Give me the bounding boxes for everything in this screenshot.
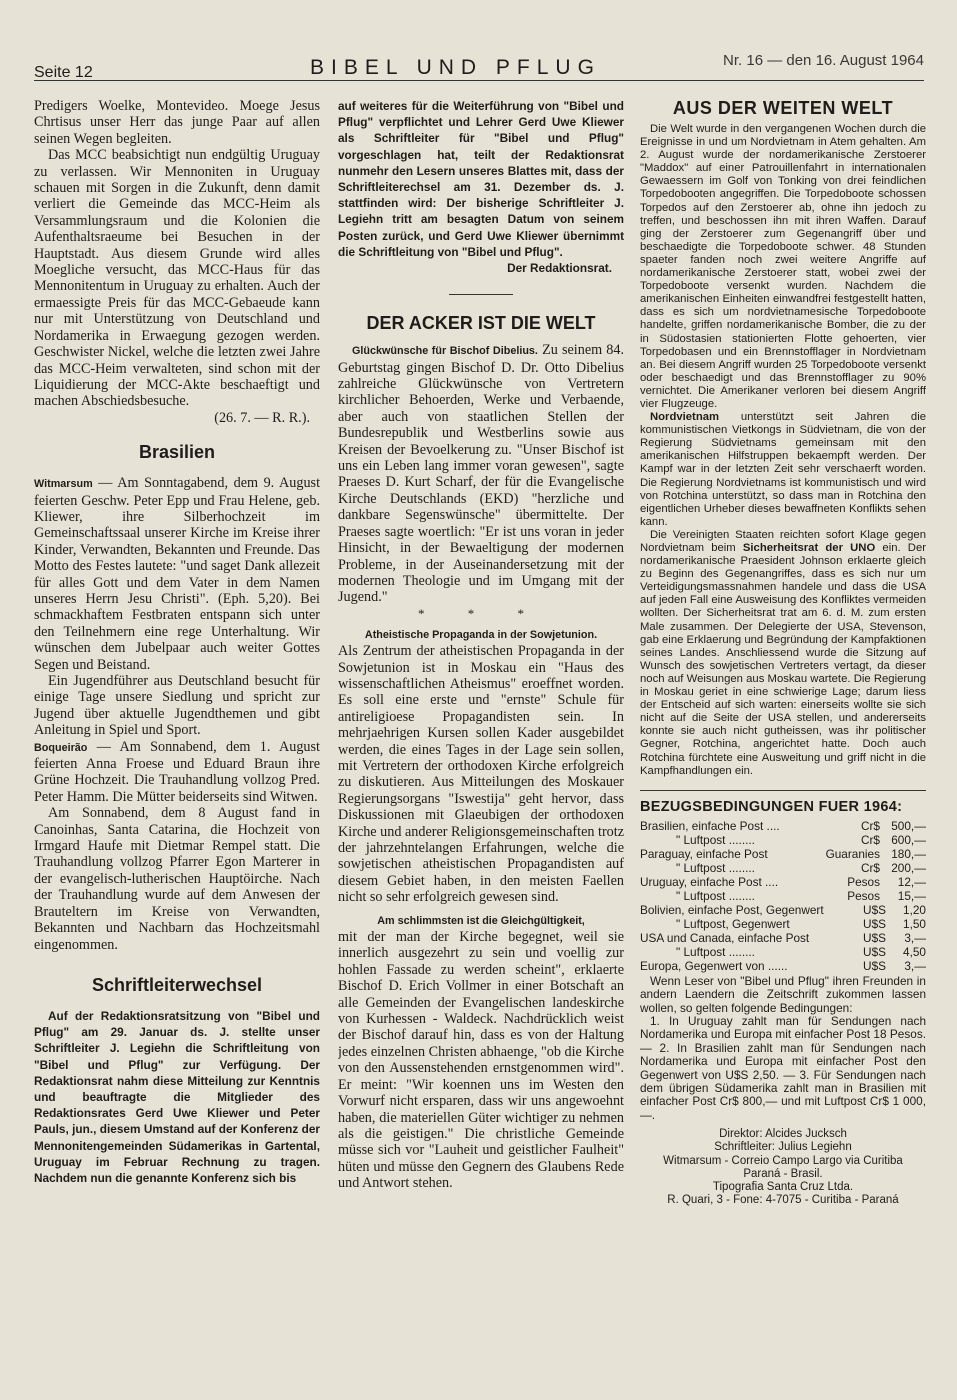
price-row <box>640 847 926 861</box>
announcement-text: Auf der Redaktionsratsitzung von "Bibel und Pflug" am 29. Januar ds. J. stellte unser Schriftleiter J. Legiehn die Schriftleitung von "Bibel und Pflug" zur Verfügung. Der Redaktionsrat nahm diese Mitteilung zur Kenntnis und beauftragte die Mitglieder des Redaktionsrates Gerd Uwe Kliewer und Peter Pauls, jun., diesem Umstand auf der Konferenz der Mennonitengemeinden Südamerikas in Gartental, Uruguay im Februar Rechnung zu tragen. Nachdem nun die genannte Konferenz sich bis <box>34 1008 320 1185</box>
price-row <box>640 959 926 973</box>
price-currency: Cr$ <box>860 860 880 875</box>
article-text: mit der man der Kirche begegnet, weil sie innerlich ausgezehrt zu sein und voellig zur hohlen Fassade zu werden scheint", erklaerte Bischof D. Erich Vollmer in einer Botschaft an alle Gemeinden der Evangelischen landeskirche von Kurhessen - Waldeck. Nachdrücklich weist der Bischof darauf hin, dass es von der Haltung jedes einzelnen Christen abhaenge, "ob die Kirche von den Aussenstehenden ernstgenommen wird". Er meint: "Wir koennen uns im Westen den Vorwurf nicht ersparen, dass wir uns angewoehnt haben, die materiellen Güter wichtiger zu nehmen als die geistigen." Die christliche Gemeinde müsse sich vor "Lauheit und geistlicher Faulheit" hüten und müsse den Gegnern des Glaubens Rede und Antwort stehen. <box>338 929 624 1192</box>
price-row <box>640 861 926 875</box>
price-row <box>640 875 926 889</box>
article-text-span: ein. Der nordamerikanische Praesident Johnson erklaerte gleich zu Beginn des Gegenangriffes, dass es sich nur um Verteidigungsmassnahmen handele und dass die USA auf jeden Fall eine Ausweisung des Konfliktes vermeiden wollten. Der Sicherheitsrat trat am 6. d. M. zum ersten Male zusammen. Der Delegierte der USA, Stevenson, gab eine Erklaerung und Begründung der Kampfaktionen seines Landes. Anschliessend wurde die Sitzung auf Wunsch des sowjetischen Vertreters vertagt, da dieser noch auf Weisungen aus Moskau wartete. Die Regierung in Moskau geriet in eine schwierige Lage; darum liess der Entscheid auf sich warten: einerseits wollte sie sich nicht auf die Seite der USA stellen, und andererseits konnte sie auch nicht gutheissen, was ihr politischer Gegner, Rotchina, angerichtet hatte. Doch auch Rotchina fürchtete eine Ausweitung und griff nicht in die Kampfhandlungen ein. <box>640 542 926 777</box>
article-text <box>640 529 926 778</box>
issue-date: Nr. 16 — den 16. August 1964 <box>723 52 924 69</box>
price-row <box>640 917 926 931</box>
price-amount: 4,50 <box>903 944 926 959</box>
news-text: Zu seinem 84. Geburtstag gingen Bischof D. Dr. Otto Dibelius zahlreiche Glückwünsche von Vertretern kirchlicher Behoerden, Werke und Verbaende, aber auch von staatlichen Stellen der Bundesrepublik und Westberlins sowie aus Kreisen der Bevoelkerung zu. "Unser Bischof ist uns ein Leben lang immer voran gewesen", sagte Praeses D. Kurt Scharf, der für die Evangelische Kirche Deutschlands (EKD) "herzliche und dankbare Segenswünsche" übermittelte. Der Praeses sagte woertlich: "Er ist uns voran in jeder Hinsicht, in der Bewaeltigung der modernen Probleme, in der Auseinandersetzung mit der modernen Theologie und im Umgang mit der Jugend." <box>338 342 624 606</box>
price-label: USA und Canada, einfache Post <box>640 930 810 945</box>
subheading-text: Atheistische Propaganda in der Sowjetunion. <box>364 628 598 641</box>
article-text-span: Die Vereinigten Staaten reichten sofort Klage gegen Nordvietnam beim <box>640 528 926 554</box>
price-currency: U$S <box>863 930 886 945</box>
subscription-text: 1. In Uruguay zahlt man für Sendungen nach Nordamerika und Europa mit einfacher Post 18 Pesos. — 2. In Brasilien zahlt man für Sendungen nach Nordamerika und Europa mit einfacher Post den Gegenwert von U$S 2,50. — 3. Für Sendungen nach dem übrigen Südamerika zahlt man in Brasilien mit einfacher Post Cr$ 800,— und mit Luftpost Cr$ 1 000,—. <box>640 1013 926 1122</box>
price-label: " Luftpost ........ <box>676 944 755 959</box>
news-item-witmarsum <box>34 475 320 673</box>
price-amount: 500,— <box>891 818 926 833</box>
colophon-line: Paraná - Brasil. <box>743 1167 823 1180</box>
section-heading-schriftleiterwechsel: Schriftleiterwechsel <box>91 974 263 995</box>
colophon-line: Tipografia Santa Cruz Ltda. <box>712 1180 854 1193</box>
masthead-title: BIBEL UND PFLUG <box>310 56 601 79</box>
header-rule <box>34 80 924 81</box>
price-currency: U$S <box>863 958 886 973</box>
price-amount: 200,— <box>891 860 926 875</box>
price-amount: 600,— <box>891 832 926 847</box>
subheading-gleichgueltigkeit <box>338 912 624 929</box>
section-heading-weiten-welt: AUS DER WEITEN WELT <box>672 98 894 118</box>
announcement-text: auf weiteres für die Weiterführung von "Bibel und Pflug" verpflichtet und Lehrer Gerd Uwe Kliewer als Schriftleiter für "Bibel und Pflug" vorgeschlagen hat, teilt der Redaktionsrat nunmehr den Lesern unseres Blattes mit, dass der Schriftleiterechsel am 31. Dezember ds. J. stattfinden wird: Der bisherige Schriftleiter J. Legiehn tritt am besagten Datum von seinem Posten zurück, und Gerd Uwe Kliewer übernimmt die Schriftleitung von "Bibel und Pflug". <box>338 99 624 259</box>
news-lead: Boqueirão <box>34 741 88 754</box>
article-text: Am Sonnabend, dem 8 August fand in Canoinhas, Santa Catarina, die Hochzeit von Irmgard Haufe mit Dietmar Rempel statt. Die Trauhandlung vollzog Pfarrer Egon Marterer in der evangelisch-lutherischen Hauptöirche. Nach der Trauhandlung wurde auf dem Anwesen der Brauteltern im Kreise von Verwandten, Bekannten und Nachbarn das Hochzeitsmahl eingenommen. <box>34 805 320 953</box>
price-amount: 12,— <box>897 874 926 889</box>
price-label: Bolivien, einfache Post, Gegenwert <box>640 902 824 917</box>
price-currency: U$S <box>863 902 886 917</box>
column-middle <box>338 98 624 1393</box>
price-label: Brasilien, einfache Post .... <box>640 818 780 833</box>
colophon-line: Direktor: Alcides Jucksch <box>719 1128 847 1141</box>
price-label: " Luftpost, Gegenwert <box>676 916 790 931</box>
price-label: Paraguay, einfache Post <box>640 846 768 861</box>
price-label: " Luftpost ........ <box>676 888 755 903</box>
price-row <box>640 903 926 917</box>
bold-term: Sicherheitsrat der UNO <box>742 542 876 554</box>
price-row <box>640 945 926 959</box>
price-amount: 3,— <box>904 958 926 973</box>
article-text-span: unterstützt seit Jahren die kommunistischen Vietkongs in Südvietnam, die von der Regierung Südvietnams gemeinsam mit den amerikanischen Hilfstruppen bekaempft werden. Der Kampf war in der letzten Zeit sehr verschaerft worden. Die Regierung Nordvietnams ist kommunistisch und wird von Rotchina unterstützt, so dass man in Rotchina den eigentlichen Urheber dieses bewaffneten Konflikts sehen kann. <box>640 411 926 528</box>
page-number: Seite 12 <box>34 64 93 81</box>
announcement-signature: Der Redaktionsrat. <box>507 261 612 276</box>
colophon-line: Schriftleiter: Julius Legiehn <box>714 1141 852 1154</box>
price-label: " Luftpost ........ <box>676 860 755 875</box>
column-left <box>34 98 320 1393</box>
section-divider <box>449 294 513 295</box>
price-currency: U$S <box>863 944 886 959</box>
article-text: Ein Jugendführer aus Deutschland besucht für einige Tage unsere Siedlung und spricht zur Jugend über aktuelle Jugendthemen und gibt Anleitung in Spiel und Sport. <box>34 673 320 739</box>
subheading-atheistische <box>338 626 624 643</box>
news-item-boqueirao <box>34 739 320 806</box>
section-stars: * * * <box>418 605 544 621</box>
section-heading-acker: DER ACKER IST DIE WELT <box>366 313 596 334</box>
page-header <box>34 52 924 84</box>
subheading-text: Am schlimmsten ist die Gleichgültigkeit, <box>377 914 585 927</box>
price-currency: Cr$ <box>860 818 880 833</box>
price-label: Uruguay, einfache Post .... <box>640 874 779 889</box>
price-amount: 1,50 <box>903 916 926 931</box>
price-label: Europa, Gegenwert von ...... <box>640 958 788 973</box>
article-text: Predigers Woelke, Montevideo. Moege Jesus Chrtisus unser Herr das junge Paar auf allen seinen Wegen begleiten. <box>34 98 320 147</box>
subscription-text: Wenn Leser von "Bibel und Pflug" ihren Freunden in andern Laendern die Zeitschrift zukommen lassen wollen, so gelten folgende Bedingungen: <box>640 973 926 1015</box>
column-right <box>640 98 926 1393</box>
article-text: Die Welt wurde in den vergangenen Wochen durch die Ereignisse in und um Nordvietnam in Atem gehalten. Am 2. August wurde der nordamerikanische Zerstoerer "Maddox" auf einer Patrouillenfahrt in internationalen Gewaessern im Golf von Tonking von drei feindlichen Torpedobooten angegriffen. Die Torpedoboote schossen Torpedos auf den Zerstoerer ab, ohne ihn jedoch zu treffen, und beschossen ihn mit ihren Waffen. Darauf ging der Zerstoerer zum Gegenangriff über und beschaedigte die Torpedoboote schwer. 48 Stunden spaeter fanden noch zwei weitere Angriffe auf nordamerikanische Zerstoerer statt, wobei zwei der Torpedoboote versenkt wurden. Nachdem die amerikanischen Einheiten einwandfrei festgestellt hatten, dass es sich um nordvietnamesische Torpedoboote handelte, griffen nordamerikanische Bomber, die zu der in Südostasien stationierten Flotte gehoerten, vier Torpedobasen und ein Brennstofflager in Nordvietnam an. Bei diesem Angriff wurden 25 Torpedoboote versenkt oder beschaedigt und das Brennstofflager zu 90% vernichtet. Die Amerikaner verloren bei diesem Angriff vier Flugzeuge. <box>640 123 926 410</box>
price-amount: 3,— <box>904 930 926 945</box>
subscription-heading: BEZUGSBEDINGUNGEN FUER 1964: <box>640 790 926 815</box>
price-currency: Guaranies <box>825 846 880 861</box>
price-amount: 1,20 <box>903 902 926 917</box>
section-heading-brasilien: Brasilien <box>138 442 216 463</box>
article-signature: (26. 7. — R. R.). <box>214 409 310 426</box>
price-label: " Luftpost ........ <box>676 832 755 847</box>
colophon-line: R. Quari, 3 - Fone: 4-7075 - Curitiba - Paraná <box>667 1194 899 1207</box>
bold-lead: Nordvietnam <box>650 411 720 424</box>
price-amount: 180,— <box>891 846 926 861</box>
price-currency: Cr$ <box>860 832 880 847</box>
colophon <box>640 1128 926 1207</box>
news-lead: Witmarsum <box>34 478 93 491</box>
price-list <box>640 819 926 973</box>
price-row <box>640 931 926 945</box>
price-currency: Pesos <box>847 874 880 889</box>
news-text: — Am Sonnabend, dem 1. August feierten Anna Froese und Eduard Braun ihre Grüne Hochzeit. Die Trauhandlung vollzog Pred. Peter Hamm. Die Mütter beiderseits sind Witwen. <box>34 738 320 805</box>
news-text: — Am Sonntagabend, dem 9. August feierten Geschw. Peter Epp und Frau Helene, geb. Kliewer, ihre Silberhochzeit im Gemeinschaftssaal unserer Kirche im Kreise ihrer Kinder, Verwandten, Bekannten und Freunde. Das Motto des Festes lautete: "und saget Dank allezeit für alles Gott und dem Vater in dem Namen unseres Herrn Jesu Christi". (Eph. 5,20). Bei schmackhaftem Festbraten entspann sich unter den Teilnehmern eine rege Unterhaltung. Wir wünschen dem Jubelpaar auch weiter Gottes Segen und Beistand. <box>34 475 320 673</box>
article-text: Das MCC beabsichtigt nun endgültig Uruguay zu verlassen. Wir Mennoniten in Uruguay schauen mit Sorgen in die Zukunft, denn damit verliert die Gemeinde das MCC-Heim als Versammlungsraum und die Kolonien die Aufenthaltsraeume bei Besuchen in der Hauptstadt. Aus diesem Grunde wird alles Moegliche versucht, das MCC-Haus für das Mennonitentum in Uruguay zu erhalten. Auch der ermaessigte Preis für das MCC-Gebaeude kann nur mit Unterstützung von Deutschland und Nordamerika in Erwaegung gezogen werden. Geschwister Nickel, welche die letzten zwei Jahre das MCC-Heim verwalteten, sind schon mit der Liquidierung der MCC-Akte beschaeftigt und machen Abschiedsbesuche. <box>34 147 320 410</box>
price-row <box>640 833 926 847</box>
price-currency: U$S <box>863 916 886 931</box>
price-amount: 15,— <box>897 888 926 903</box>
price-currency: Pesos <box>847 888 880 903</box>
price-row <box>640 819 926 833</box>
article-text <box>640 411 926 529</box>
article-text: Als Zentrum der atheistischen Propaganda in der Sowjetunion ist in Moskau ein "Haus des wissenschaftlichen Atheismus" eroeffnet worden. Es soll eine erste und "ernste" Schule für antireligioese Propagandisten sein. In mehrjaehrigen Kursen sollen Kader ausgebildet werden, die eines Tages in der Lage sein sollen, mit Vertretern der orthodoxen Kirche erfolgreich zu diskutieren. Aus Mitteilungen des Moskauer Regierungsorgans "Iswestija" geht hervor, dass Diskussionen mit Glaeubigen der orthodoxen Kirche und anderer Religionsgemeinschaften trotz der jahrzehntelangen Erfahrungen, welche die sowjetischen atheistischen Propagandisten auf diesem Gebiet haben, in den meisten Faellen nicht so sehr erfolgreich gewesen sind. <box>338 643 624 906</box>
colophon-line: Witmarsum - Correio Campo Largo via Curitiba <box>663 1154 903 1167</box>
news-item-dibelius <box>338 342 624 606</box>
news-lead: Glückwünsche für Bischof Dibelius. <box>352 345 538 358</box>
price-row <box>640 889 926 903</box>
